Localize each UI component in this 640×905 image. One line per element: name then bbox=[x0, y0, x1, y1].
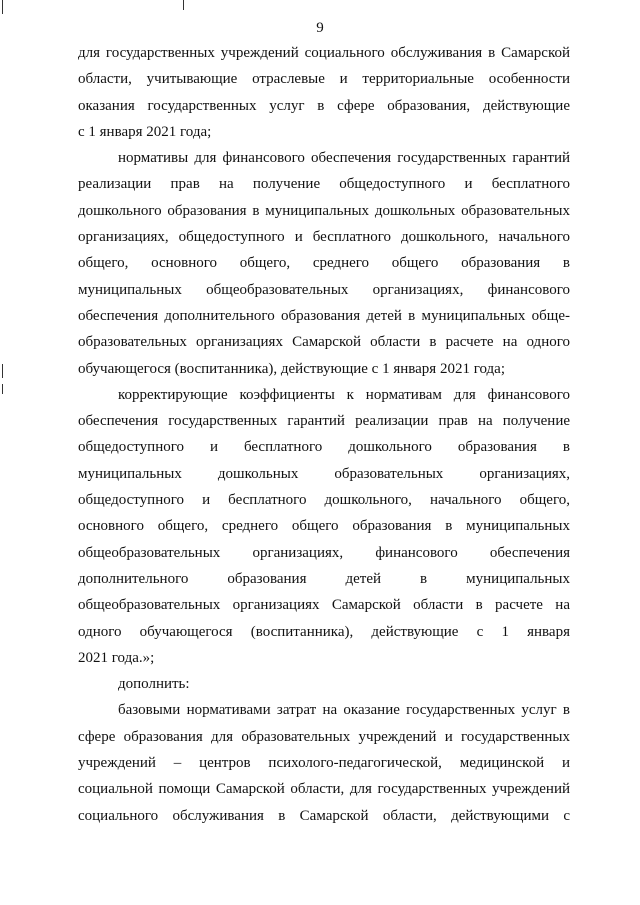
text-line: сфере образования для образовательных учреждений и государственных bbox=[78, 728, 570, 745]
text-line: 2021 года.»; bbox=[78, 649, 155, 666]
text-line: корректирующие коэффициенты к нормативам для финансового bbox=[118, 386, 570, 403]
text-line: обеспечения государственных гарантий реализации прав на получение bbox=[78, 413, 570, 430]
text-line: муниципальных дошкольных образовательных организациях, bbox=[78, 465, 570, 482]
text-line: организациях, общедоступного и бесплатного дошкольного, начального bbox=[78, 229, 570, 246]
text-line: дополнительного образования детей в муниципальных bbox=[78, 570, 570, 587]
text-line: нормативы для финансового обеспечения государственных гарантий bbox=[118, 150, 570, 167]
paragraph-normatives bbox=[78, 145, 570, 382]
text-line: одного обучающегося (воспитанника), действующие с 1 января bbox=[78, 623, 570, 640]
text-line: с 1 января 2021 года; bbox=[78, 123, 212, 140]
text-line: для государственных учреждений социального обслуживания в Самарской bbox=[78, 45, 570, 61]
paragraph-coefficients bbox=[78, 382, 570, 671]
text-line: базовыми нормативами затрат на оказание государственных услуг в bbox=[118, 702, 570, 719]
text-line: оказания государственных услуг в сфере образования, действующие bbox=[78, 97, 570, 114]
text-line: дополнить: bbox=[118, 676, 190, 693]
scan-edge-mark bbox=[2, 364, 3, 378]
text-line: области, учитывающие отраслевые и территориальные особенности bbox=[78, 71, 570, 88]
document-body bbox=[78, 40, 570, 829]
text-line: обучающегося (воспитанника), действующие с 1 января 2021 года; bbox=[78, 360, 506, 377]
text-line: дошкольного образования в муниципальных дошкольных образовательных bbox=[78, 202, 570, 219]
text-line: общеобразовательных организациях Самарской области в расчете на bbox=[78, 597, 570, 614]
text-line: реализации прав на получение общедоступного и бесплатного bbox=[78, 176, 570, 193]
paragraph-add bbox=[78, 671, 570, 697]
text-line: основного общего, среднего общего образования в муниципальных bbox=[78, 518, 570, 535]
text-line: обеспечения дополнительного образования детей в муниципальных обще- bbox=[78, 307, 570, 324]
paragraph-continuation bbox=[78, 40, 570, 145]
text-line: социального обслуживания в Самарской области, действующими с bbox=[78, 807, 570, 824]
text-line: общего, основного общего, среднего общего образования в bbox=[78, 255, 570, 272]
text-line: общедоступного и бесплатного дошкольного образования в bbox=[78, 439, 570, 456]
text-line: учреждений – центров психолого-педагогической, медицинской и bbox=[78, 755, 570, 772]
text-line: образовательных организациях Самарской области в расчете на одного bbox=[78, 334, 570, 351]
text-line: социальной помощи Самарской области, для государственных учреждений bbox=[78, 781, 570, 798]
page-number: 9 bbox=[316, 20, 324, 36]
text-line: общеобразовательных организациях, финансового обеспечения bbox=[78, 544, 570, 561]
scan-edge-mark bbox=[2, 384, 3, 394]
scan-edge-mark bbox=[2, 0, 3, 14]
text-line: муниципальных общеобразовательных организациях, финансового bbox=[78, 281, 570, 298]
text-line: общедоступного и бесплатного дошкольного, начального общего, bbox=[78, 492, 570, 509]
paragraph-base-normatives bbox=[78, 697, 570, 828]
scan-edge-mark bbox=[183, 0, 184, 10]
